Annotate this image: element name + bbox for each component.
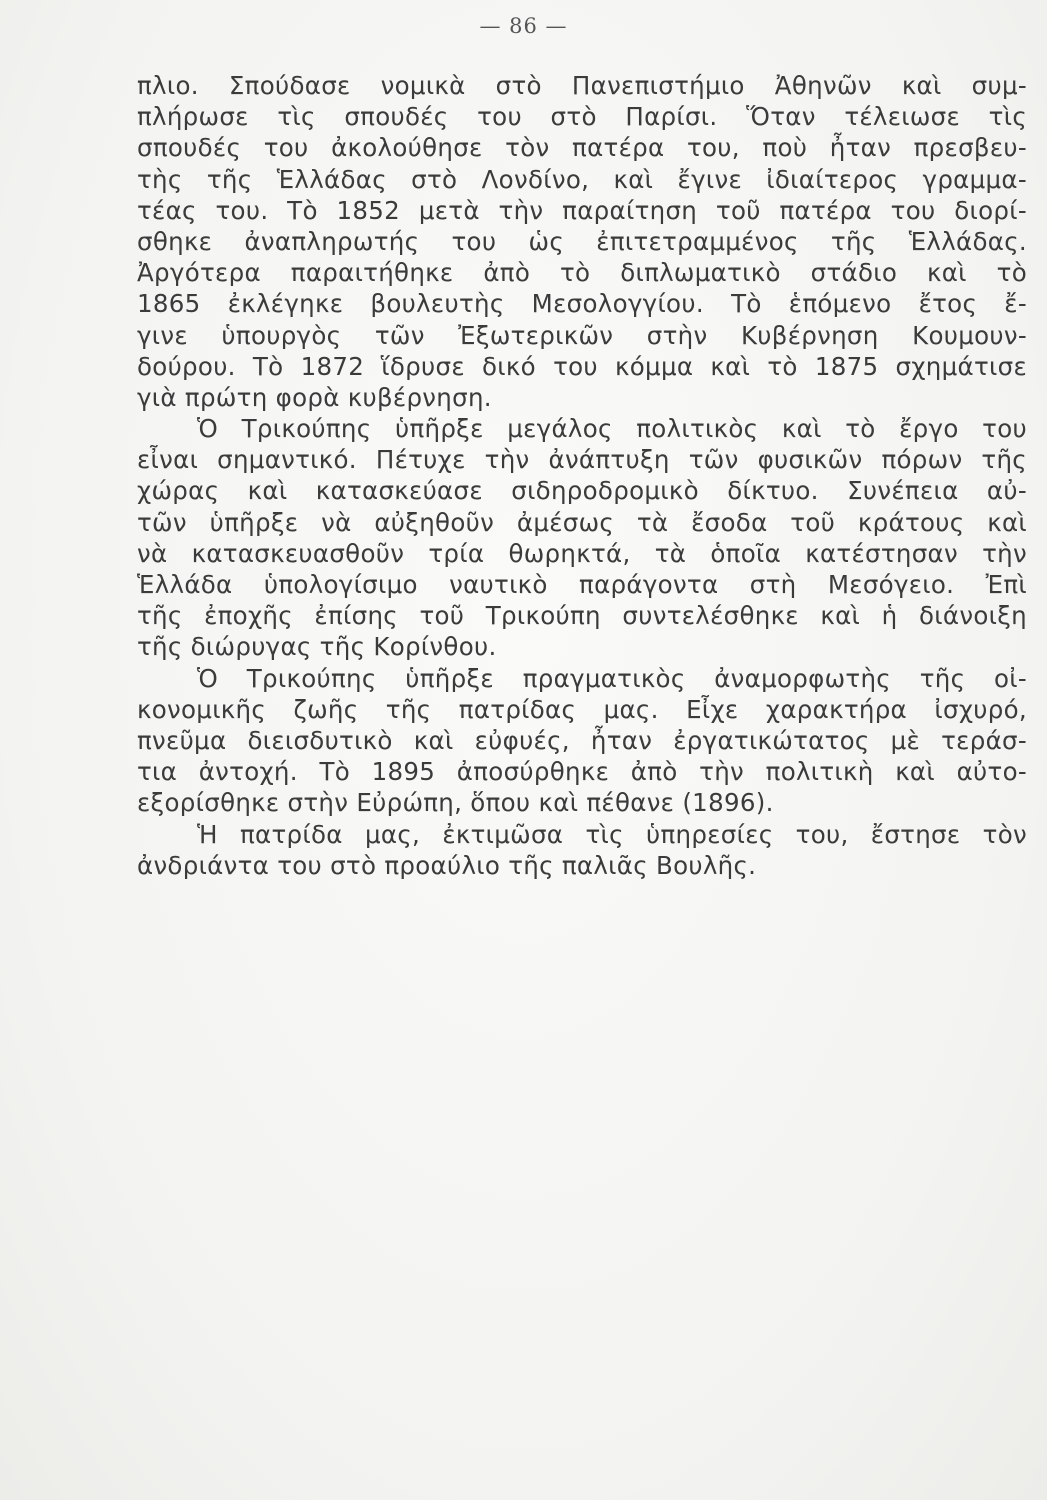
- text-body: [137, 70, 1027, 881]
- text-line: τῶν ὑπῆρξε νὰ αὐξηθοῦν ἀμέσως τὰ ἔσοδα τοῦ κράτους καὶ: [137, 507, 1027, 537]
- paragraph-4: [137, 819, 1027, 881]
- text-line: τια ἀντοχή. Τὸ 1895 ἀποσύρθηκε ἀπὸ τὴν πολιτικὴ καὶ αὐτο-: [137, 757, 1027, 787]
- text-line: τῆς ἐποχῆς ἐπίσης τοῦ Τρικούπη συντελέσθηκε καὶ ἡ διάνοιξη: [137, 601, 1027, 631]
- text-line: Ἑλλάδα ὑπολογίσιμο ναυτικὸ παράγοντα στὴ Μεσόγειο. Ἐπὶ: [137, 570, 1027, 599]
- text-line: γινε ὑπουργὸς τῶν Ἐξωτερικῶν στὴν Κυβέρνηση Κουμουν-: [137, 320, 1027, 350]
- text-line: τὴς τῆς Ἑλλάδας στὸ Λονδίνο, καὶ ἔγινε ἰδιαίτερος γραμμα-: [137, 164, 1027, 194]
- text-line: χώρας καὶ κατασκεύασε σιδηροδρομικὸ δίκτυο. Συνέπεια αὐ-: [137, 476, 1027, 506]
- text-line: γιὰ πρώτη φορὰ κυβέρνηση.: [137, 382, 492, 412]
- text-line: πνεῦμα διεισδυτικὸ καὶ εὐφυές, ἦταν ἐργατικώτατος μὲ τεράσ-: [137, 725, 1027, 755]
- text-line: ἀνδριάντα του στὸ προαύλιο τῆς παλιᾶς Βουλῆς.: [137, 850, 757, 880]
- text-line: πλιο. Σπούδασε νομικὰ στὸ Πανεπιστήμιο Ἀθηνῶν καὶ συμ-: [137, 71, 1027, 100]
- text-line: πλήρωσε τὶς σπουδές του στὸ Παρίσι. Ὅταν τέλειωσε τὶς: [137, 102, 1027, 132]
- text-line: Ἡ πατρίδα μας, ἐκτιμῶσα τὶς ὑπηρεσίες του, ἔστησε τὸν: [197, 819, 1027, 849]
- text-line: σθηκε ἀναπληρωτής του ὡς ἐπιτετραμμένος τῆς Ἑλλάδας.: [137, 226, 1027, 256]
- text-line: Ἀργότερα παραιτήθηκε ἀπὸ τὸ διπλωματικὸ στάδιο καὶ τὸ: [137, 258, 1027, 288]
- text-line: τέας του. Τὸ 1852 μετὰ τὴν παραίτηση τοῦ πατέρα του διορί-: [137, 195, 1027, 225]
- text-line: κονομικῆς ζωῆς τῆς πατρίδας μας. Εἶχε χαρακτήρα ἰσχυρό,: [137, 694, 1027, 724]
- text-line: Ὁ Τρικούπης ὑπῆρξε πραγματικὸς ἀναμορφωτὴς τῆς οἰ-: [197, 663, 1027, 693]
- text-line: δούρου. Τὸ 1872 ἵδρυσε δικό του κόμμα καὶ τὸ 1875 σχημάτισε: [137, 351, 1027, 381]
- text-line: Ὁ Τρικούπης ὑπῆρξε μεγάλος πολιτικὸς καὶ τὸ ἔργο του: [197, 414, 1027, 444]
- text-line: σπουδές του ἀκολούθησε τὸν πατέρα του, ποὺ ἦταν πρεσβευ-: [137, 133, 1027, 163]
- paragraph-1: [137, 70, 1027, 413]
- paragraph-2: [137, 413, 1027, 663]
- text-line: εξορίσθηκε στὴν Εὐρώπη, ὅπου καὶ πέθανε (1896).: [137, 788, 774, 818]
- text-line: εἶναι σημαντικό. Πέτυχε τὴν ἀνάπτυξη τῶν φυσικῶν πόρων τῆς: [137, 445, 1027, 475]
- text-line: τῆς διώρυγας τῆς Κορίνθου.: [137, 632, 497, 662]
- paragraph-3: [137, 663, 1027, 819]
- page-number: — 86 —: [479, 14, 568, 38]
- text-line: 1865 ἐκλέγηκε βουλευτὴς Μεσολογγίου. Τὸ ἑπόμενο ἔτος ἔ-: [137, 289, 1027, 319]
- text-line: νὰ κατασκευασθοῦν τρία θωρηκτά, τὰ ὁποῖα κατέστησαν τὴν: [137, 538, 1027, 568]
